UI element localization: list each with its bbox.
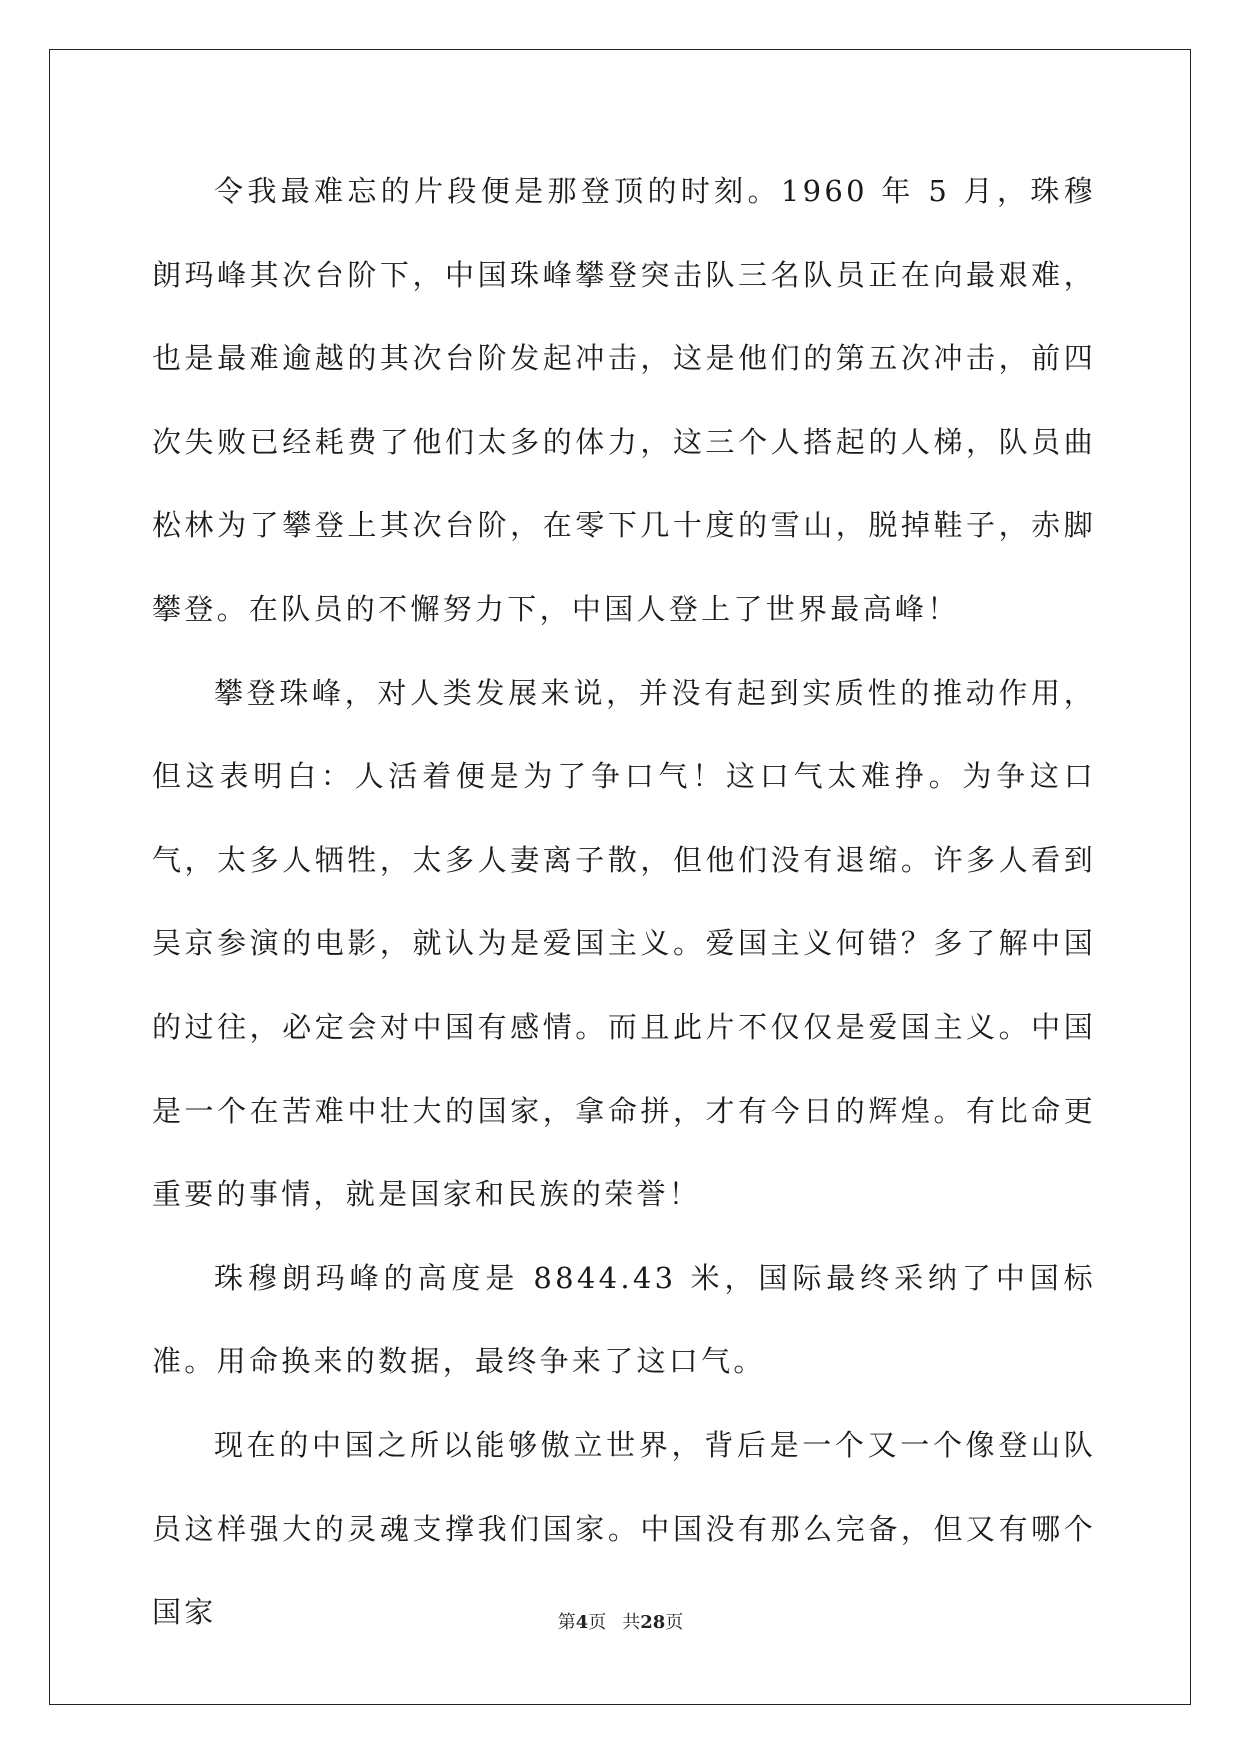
total-suffix: 页 [665,1612,684,1633]
page-prefix: 第 [557,1612,576,1633]
page-number: 4 [575,1612,589,1633]
page-footer [0,1608,1241,1634]
page-suffix: 页 [588,1612,607,1633]
document-body [152,150,1096,1655]
paragraph-2: 攀登珠峰，对人类发展来说，并没有起到实质性的推动作用，但这表明白：人活着便是为了争口气！这口气太难挣。为争这口气，太多人牺牲，太多人妻离子散，但他们没有退缩。许多人看到吴京参演的电影，就认为是爱国主义。爱国主义何错？多了解中国的过往，必定会对中国有感情。而且此片不仅仅是爱国主义。中国是一个在苦难中壮大的国家，拿命拼，才有今日的辉煌。有比命更重要的事情，就是国家和民族的荣誉！ [152,675,1096,1212]
paragraph-4: 现在的中国之所以能够傲立世界，背后是一个又一个像登山队员这样强大的灵魂支撑我们国家。中国没有那么完备，但又有哪个国家 [152,1427,1096,1630]
total-pages: 28 [640,1612,666,1633]
paragraph-3: 珠穆朗玛峰的高度是 8844.43 米，国际最终采纳了中国标准。用命换来的数据，最终争来了这口气。 [152,1260,1096,1379]
paragraph-1: 令我最难忘的片段便是那登顶的时刻。1960 年 5 月，珠穆朗玛峰其次台阶下，中国珠峰攀登突击队三名队员正在向最艰难，也是最难逾越的其次台阶发起冲击，这是他们的第五次冲击，前四次失败已经耗费了他们太多的体力，这三个人搭起的人梯，队员曲松林为了攀登上其次台阶，在零下几十度的雪山，脱掉鞋子，赤脚攀登。在队员的不懈努力下，中国人登上了世界最高峰！ [152,174,1096,626]
total-prefix: 共 [622,1612,641,1633]
